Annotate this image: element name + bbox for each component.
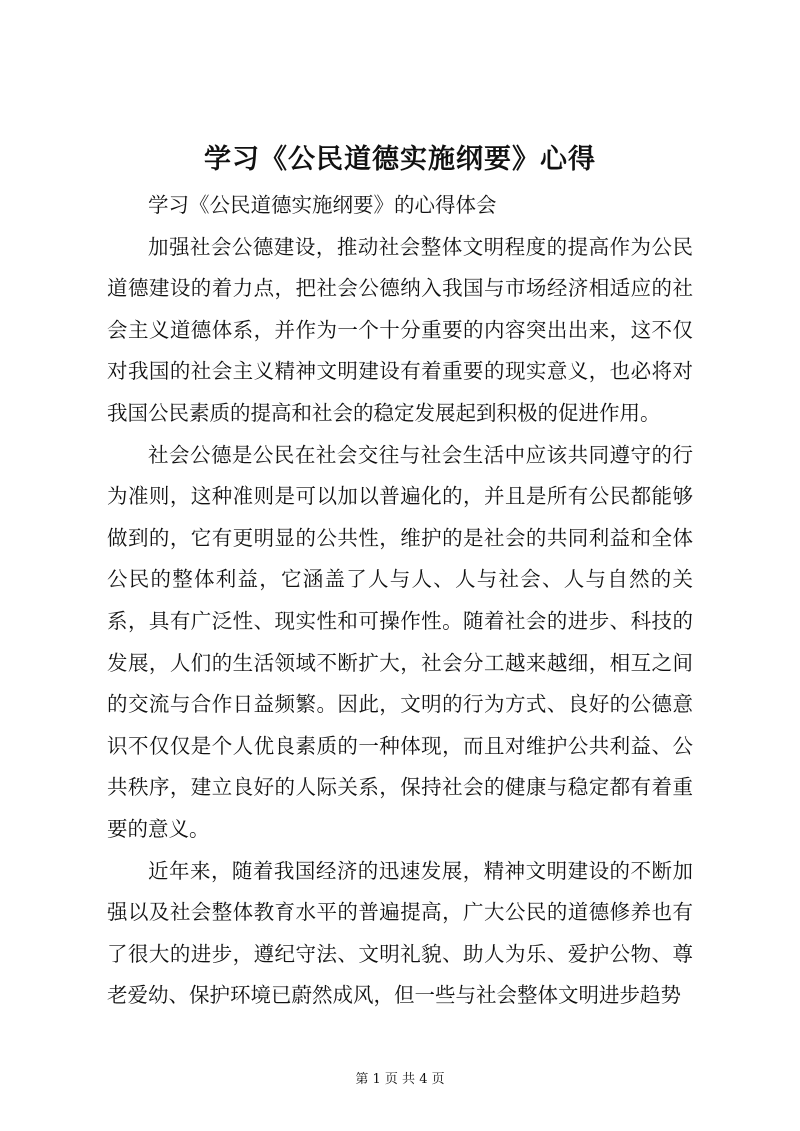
page-title: 学习《公民道德实施纲要》心得 — [204, 144, 596, 175]
document-body — [107, 185, 693, 1017]
body-paragraph: 社会公德是公民在社会交往与社会生活中应该共同遵守的行为准则，这种准则是可以加以普遍化的，并且是所有公民都能够做到的，它有更明显的公共性，维护的是社会的共同利益和全体公民的整体利益，它涵盖了人与人、人与社会、人与自然的关系，具有广泛性、现实性和可操作性。随着社会的进步、科技的发展，人们的生活领域不断扩大，社会分工越来越细，相互之间的交流与合作日益频繁。因此，文明的行为方式、良好的公德意识不仅仅是个人优良素质的一种体现，而且对维护公共利益、公共秩序，建立良好的人际关系，保持社会的健康与稳定都有着重要的意义。 — [107, 442, 693, 841]
body-paragraph: 加强社会公德建设，推动社会整体文明程度的提高作为公民道德建设的着力点，把社会公德纳入我国与市场经济相适应的社会主义道德体系，并作为一个十分重要的内容突出出来，这不仅对我国的社会主义精神文明建设有着重要的现实意义，也必将对我国公民素质的提高和社会的稳定发展起到积极的促进作用。 — [107, 234, 693, 425]
page-number-footer: 第 1 页 共 4 页 — [355, 1072, 445, 1087]
subtitle-paragraph: 学习《公民道德实施纲要》的心得体会 — [148, 193, 497, 217]
body-paragraph: 近年来，随着我国经济的迅速发展，精神文明建设的不断加强以及社会整体教育水平的普遍提高，广大公民的道德修养也有了很大的进步，遵纪守法、文明礼貌、助人为乐、爱护公物、尊老爱幼、保护环境已蔚然成风，但一些与社会整体文明进步趋势 — [107, 858, 693, 1008]
